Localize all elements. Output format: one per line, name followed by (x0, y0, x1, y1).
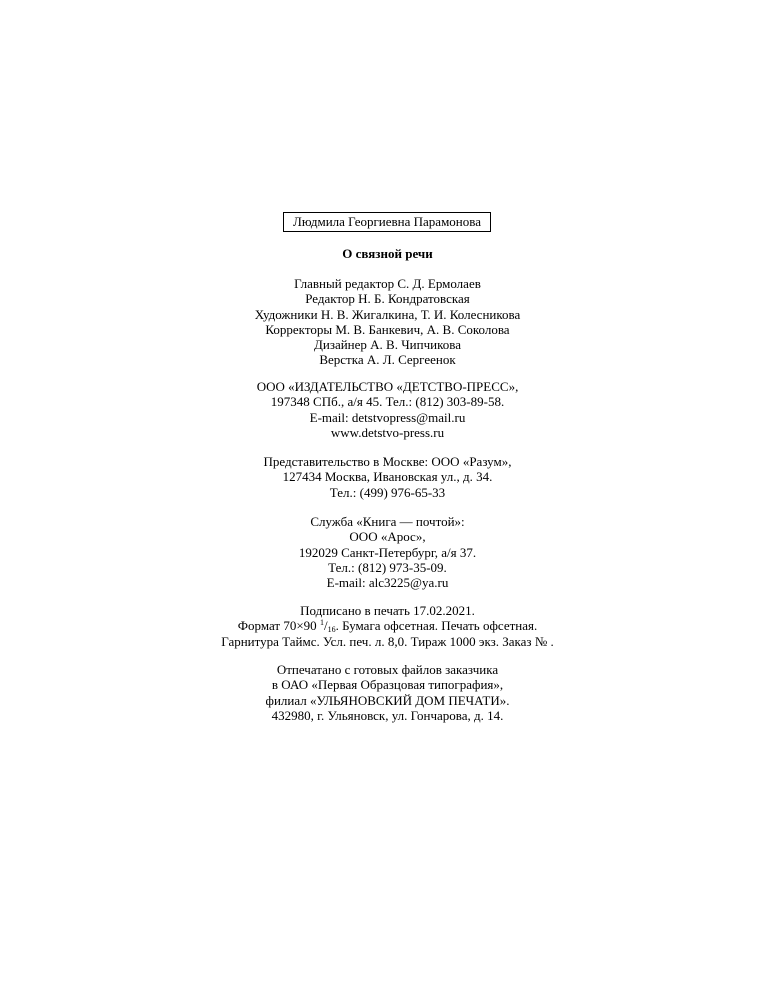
publisher-email: E-mail: detstvopress@mail.ru (309, 409, 466, 425)
printer-line: филиал «УЛЬЯНОВСКИЙ ДОМ ПЕЧАТИ». (265, 692, 510, 708)
format-prefix: Формат 70×90 (237, 618, 320, 634)
format-numerator: 1 (319, 618, 324, 628)
author-name-box (283, 212, 491, 232)
mail-service-line: ООО «Арос», (349, 529, 426, 545)
publisher-line: 197348 СПб., а/я 45. Тел.: (812) 303-89-58. (270, 394, 505, 410)
moscow-line: Тел.: (499) 976-65-33 (329, 484, 446, 500)
signed-date: Подписано в печать 17.02.2021. (300, 603, 475, 618)
format-slash: / (323, 618, 328, 634)
author-name: Людмила Георгиевна Парамонова (293, 214, 481, 229)
credit-line: Корректоры М. В. Банкевич, А. В. Соколова (265, 321, 510, 337)
format-line (0, 618, 775, 633)
mail-service-line: 192029 Санкт-Петербург, а/я 37. (298, 544, 477, 560)
publisher-line: ООО «ИЗДАТЕЛЬСТВО «ДЕТСТВО-ПРЕСС», (256, 379, 519, 394)
printer-line: Отпечатано с готовых файлов заказчика (276, 662, 499, 677)
credit-line: Дизайнер А. В. Чипчикова (314, 337, 461, 353)
typeface-line: Гарнитура Таймс. Усл. печ. л. 8,0. Тираж 1000 экз. Заказ № . (221, 633, 554, 649)
credit-line: Художники Н. В. Жигалкина, Т. И. Колесникова (254, 306, 521, 322)
format-suffix: . Бумага офсетная. Печать офсетная. (335, 618, 538, 634)
mail-service-email: E-mail: alc3225@ya.ru (326, 575, 449, 591)
moscow-line: 127434 Москва, Ивановская ул., д. 34. (282, 469, 493, 485)
credit-line: Главный редактор С. Д. Ермолаев (294, 276, 481, 291)
print-data-block (0, 603, 775, 649)
format-denominator: 16 (327, 625, 336, 635)
publisher-website: www.detstvo-press.ru (330, 424, 445, 440)
moscow-office-block (0, 454, 775, 500)
moscow-line: Представительство в Москве: ООО «Разум», (263, 454, 512, 469)
mail-service-line: Тел.: (812) 973-35-09. (328, 559, 447, 575)
publisher-block (0, 379, 775, 440)
credits-block (0, 276, 775, 368)
mail-service-line: Служба «Книга — почтой»: (310, 514, 465, 529)
printer-address: 432980, г. Ульяновск, ул. Гончарова, д. 14. (271, 707, 504, 723)
printer-line: в ОАО «Первая Образцовая типография», (271, 677, 504, 693)
printer-block (0, 662, 775, 723)
book-title: О связной речи (342, 246, 433, 261)
mail-service-block (0, 514, 775, 590)
credit-line: Редактор Н. Б. Кондратовская (305, 291, 470, 307)
credit-line: Верстка А. Л. Сергеенок (319, 352, 456, 368)
